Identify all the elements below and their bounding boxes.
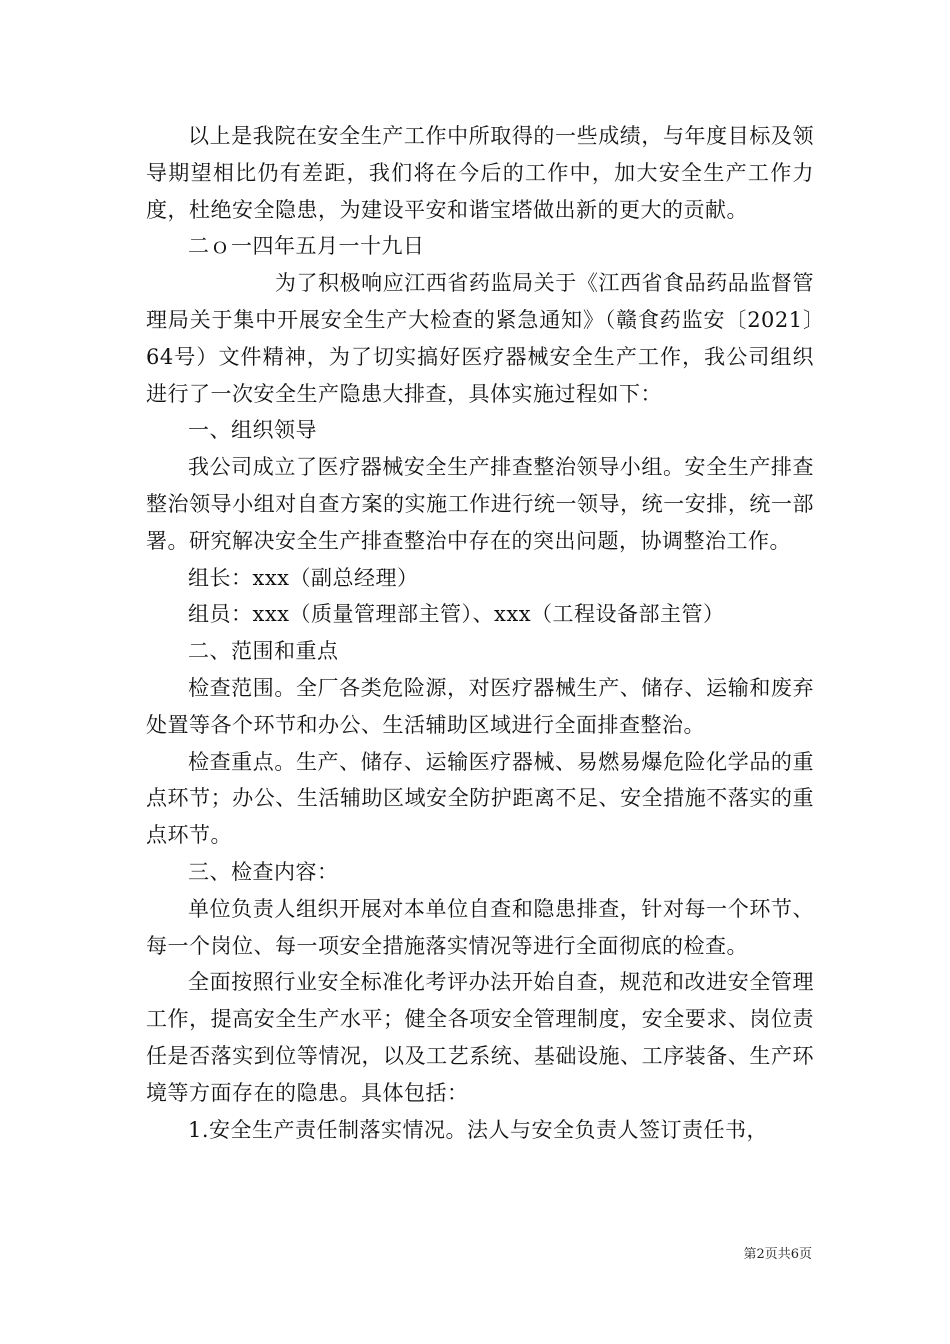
paragraph-self-check: 单位负责人组织开展对本单位自查和隐患排查，针对每一个环节、每一个岗位、每一项安全措施落实情况等进行全面彻底的检查。 (146, 896, 814, 958)
paragraph-item-1: 1.安全生产责任制落实情况。法人与安全负责人签订责任书， (188, 1117, 769, 1142)
document-body (146, 118, 814, 1148)
paragraph-organization: 我公司成立了医疗器械安全生产排查整治领导小组。安全生产排查整治领导小组对自查方案的实施工作进行统一领导，统一安排，统一部署。研究解决安全生产排查整治中存在的突出问题，协调整治工作。 (146, 455, 814, 553)
paragraph-standards: 全面按照行业安全标准化考评办法开始自查，规范和改进安全管理工作，提高安全生产水平；健全各项安全管理制度，安全要求、岗位责任是否落实到位等情况，以及工艺系统、基础设施、工序装备、生产环境等方面存在的隐患。具体包括： (146, 970, 814, 1105)
heading-scope: 二、范围和重点 (188, 639, 339, 664)
paragraph-team-leader: 组长：xxx（副总经理） (188, 565, 419, 590)
paragraph-scope: 检查范围。全厂各类危险源，对医疗器械生产、储存、运输和废弃处置等各个环节和办公、生活辅助区域进行全面排查整治。 (146, 675, 814, 737)
paragraph-team-members: 组员：xxx（质量管理部主管）、xxx（工程设备部主管） (188, 602, 725, 627)
paragraph-date: 二ｏ一四年五月一十九日 (188, 234, 425, 259)
heading-organization: 一、组织领导 (188, 418, 317, 443)
page-number: 第2页共6页 (743, 1247, 812, 1262)
paragraph-intro: 为了积极响应江西省药监局关于《江西省食品药品监督管理局关于集中开展安全生产大检查的紧急通知》（赣食药监安〔2021〕64号）文件精神，为了切实搞好医疗器械安全生产工作，我公司组织进行了一次安全生产隐患大排查，具体实施过程如下： (146, 271, 814, 406)
paragraph-focus: 检查重点。生产、储存、运输医疗器械、易燃易爆危险化学品的重点环节；办公、生活辅助区域安全防护距离不足、安全措施不落实的重点环节。 (146, 749, 814, 848)
heading-content: 三、检查内容： (188, 859, 339, 884)
paragraph-conclusion: 以上是我院在安全生产工作中所取得的一些成绩，与年度目标及领导期望相比仍有差距，我们将在今后的工作中，加大安全生产工作力度，杜绝安全隐患，为建设平安和谐宝塔做出新的更大的贡献。 (146, 124, 814, 222)
